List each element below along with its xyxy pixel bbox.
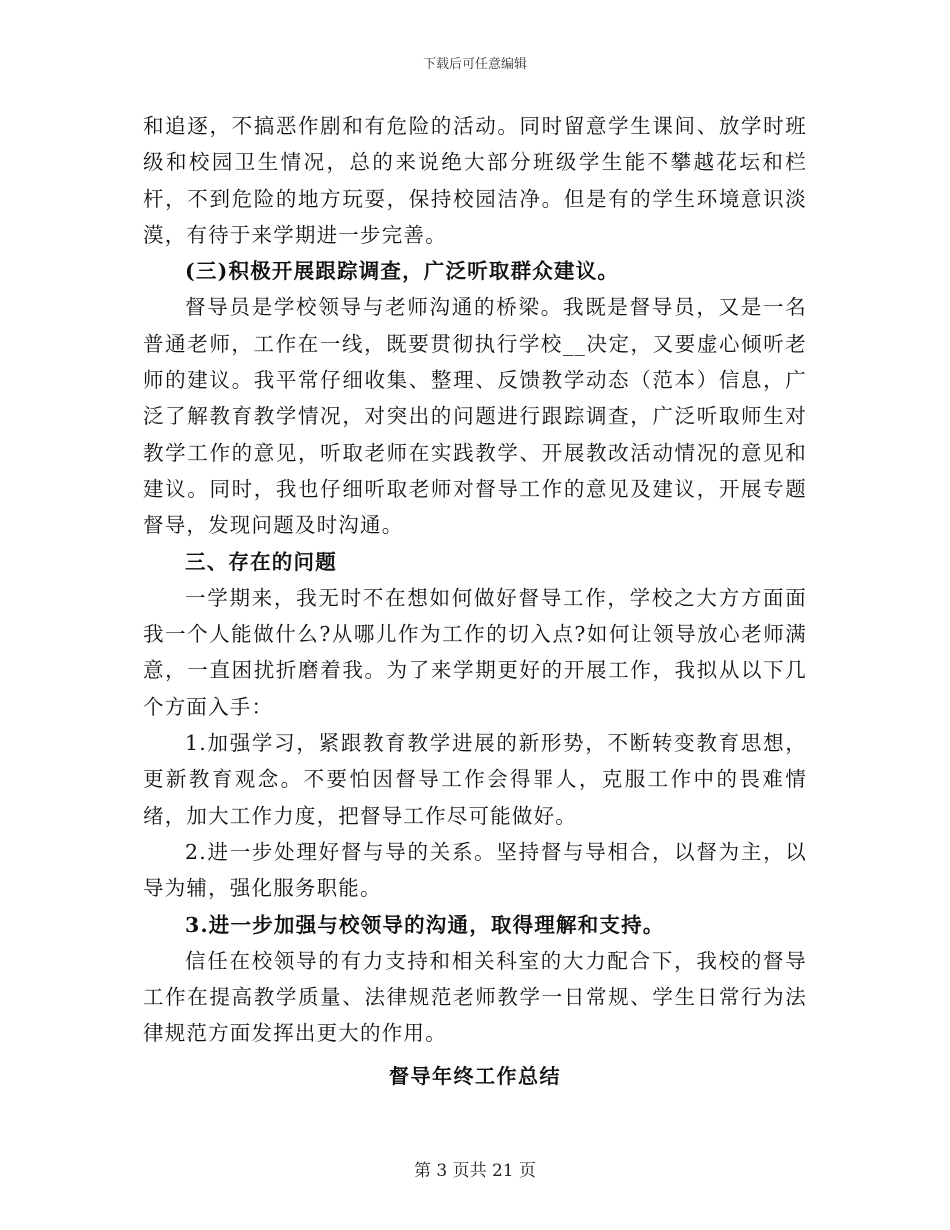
section-heading: (三)积极开展跟踪调查，广泛听取群众建议。 <box>185 259 620 284</box>
paragraph: 一学期来，我无时不在想如何做好督导工作，学校之大方方面面我一个人能做什么?从哪儿作为工作的切入点?如何让领导放心老师满意，一直困扰折磨着我。为了来学期更好的开展工作，我拟从以下几个方面入手： <box>143 585 807 719</box>
page-footer: 第 3 页共 21 页 <box>413 1161 537 1181</box>
document-title: 督导年终工作总结 <box>389 1063 561 1088</box>
list-item: 1.加强学习，紧跟教育教学进展的新形势，不断转变教育思想，更新教育观念。不要怕因督导工作会得罪人，克服工作中的畏难情绪，加大工作力度，把督导工作尽可能做好。 <box>143 731 807 828</box>
paragraph: 和追逐，不搞恶作剧和有危险的活动。同时留意学生课间、放学时班级和校园卫生情况，总的来说绝大部分班级学生能不攀越花坛和栏杆，不到危险的地方玩耍，保持校园洁净。但是有的学生环境意识淡漠，有待于来学期进一步完善。 <box>143 114 807 247</box>
paragraph: 信任在校领导的有力支持和相关科室的大力配合下，我校的督导工作在提高教学质量、法律规范老师教学一日常规、学生日常行为法律规范方面发挥出更大的作用。 <box>143 948 807 1046</box>
list-item: 2.进一步处理好督与导的关系。坚持督与导相合，以督为主，以导为辅，强化服务职能。 <box>143 839 807 901</box>
paragraph: 督导员是学校领导与老师沟通的桥梁。我既是督导员，又是一名普通老师，工作在一线，既要贯彻执行学校__决定，又要虚心倾听老师的建议。我平常仔细收集、整理、反馈教学动态（范本）信息，广泛了解教育教学情况，对突出的问题进行跟踪调查，广泛听取师生对教学工作的意见，听取老师在实践教学、开展教改活动情况的意见和建议。同时，我也仔细听取老师对督导工作的意见及建议，开展专题督导，发现问题及时沟通。 <box>143 295 807 538</box>
page-header: 下载后可任意编辑 <box>422 57 527 72</box>
list-item: 3.进一步加强与校领导的沟通，取得理解和支持。 <box>185 912 665 937</box>
section-heading: 三、存在的问题 <box>185 549 337 574</box>
document-body <box>143 108 807 1094</box>
